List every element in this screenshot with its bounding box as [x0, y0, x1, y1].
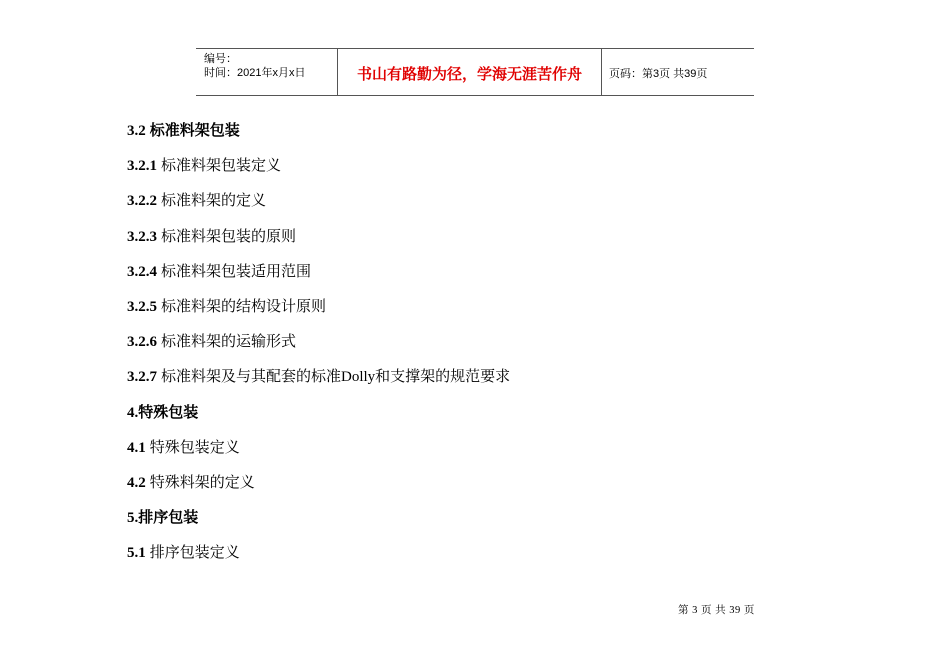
- section-number: 3.2.7: [127, 369, 157, 386]
- section-title: 标准料架包装定义: [161, 158, 282, 175]
- outline-item: [127, 438, 510, 473]
- section-number: 5.1: [127, 545, 146, 562]
- header-motto: 书山有路勤为径，学海无涯苦作舟: [356, 65, 582, 83]
- outline-item: [127, 156, 510, 191]
- section-number: 3.2.2: [127, 193, 157, 210]
- outline-item: [127, 543, 510, 578]
- section-number: 4.: [127, 404, 139, 421]
- outline-item: [127, 262, 510, 297]
- section-number: 4.2: [127, 474, 146, 491]
- section-title: 标准料架包装: [149, 123, 240, 139]
- outline-item: [127, 332, 510, 367]
- section-number: 5.: [127, 510, 139, 527]
- section-number: 3.2: [127, 123, 146, 139]
- header-page-cell: [602, 49, 754, 95]
- outline-item: [127, 191, 510, 226]
- document-number-label: 编号：: [204, 53, 237, 65]
- section-title: 标准料架的定义: [161, 193, 267, 210]
- section-title: 特殊料架的定义: [149, 474, 255, 491]
- outline-item: [127, 367, 510, 402]
- header-meta-cell: [196, 49, 338, 95]
- outline-item: [127, 227, 510, 262]
- section-number: 3.2.6: [127, 334, 157, 351]
- section-title: 特殊包装定义: [149, 439, 240, 456]
- section-number: 3.2.1: [127, 158, 157, 175]
- section-title: 排序包装定义: [149, 545, 240, 562]
- footer-page-number: 第 3 页 共 39 页: [678, 605, 755, 616]
- section-number: 4.1: [127, 439, 146, 456]
- section-number: 3.2.4: [127, 263, 157, 280]
- section-outline: [127, 121, 510, 578]
- page-footer: [678, 602, 755, 617]
- document-time-label: 时间：2021年x月x日: [204, 67, 306, 79]
- section-title: 特殊包装: [138, 404, 199, 421]
- section-title: 标准料架的结构设计原则: [161, 298, 327, 315]
- section-number: 3.2.5: [127, 298, 157, 315]
- outline-item: [127, 297, 510, 332]
- header-motto-cell: [338, 49, 602, 95]
- page-header: [196, 48, 754, 96]
- header-page-number: 页码：第3页 共39页: [609, 68, 708, 80]
- section-title: 排序包装: [138, 510, 199, 527]
- outline-item: [127, 508, 510, 543]
- outline-item: [127, 403, 510, 438]
- section-title: 标准料架及与其配套的标准Dolly和支撑架的规范要求: [161, 369, 511, 386]
- section-title: 标准料架包装的原则: [161, 228, 297, 245]
- section-number: 3.2.3: [127, 228, 157, 245]
- section-title: 标准料架包装适用范围: [161, 263, 312, 280]
- outline-item: [127, 121, 510, 156]
- outline-item: [127, 473, 510, 508]
- section-title: 标准料架的运输形式: [161, 334, 297, 351]
